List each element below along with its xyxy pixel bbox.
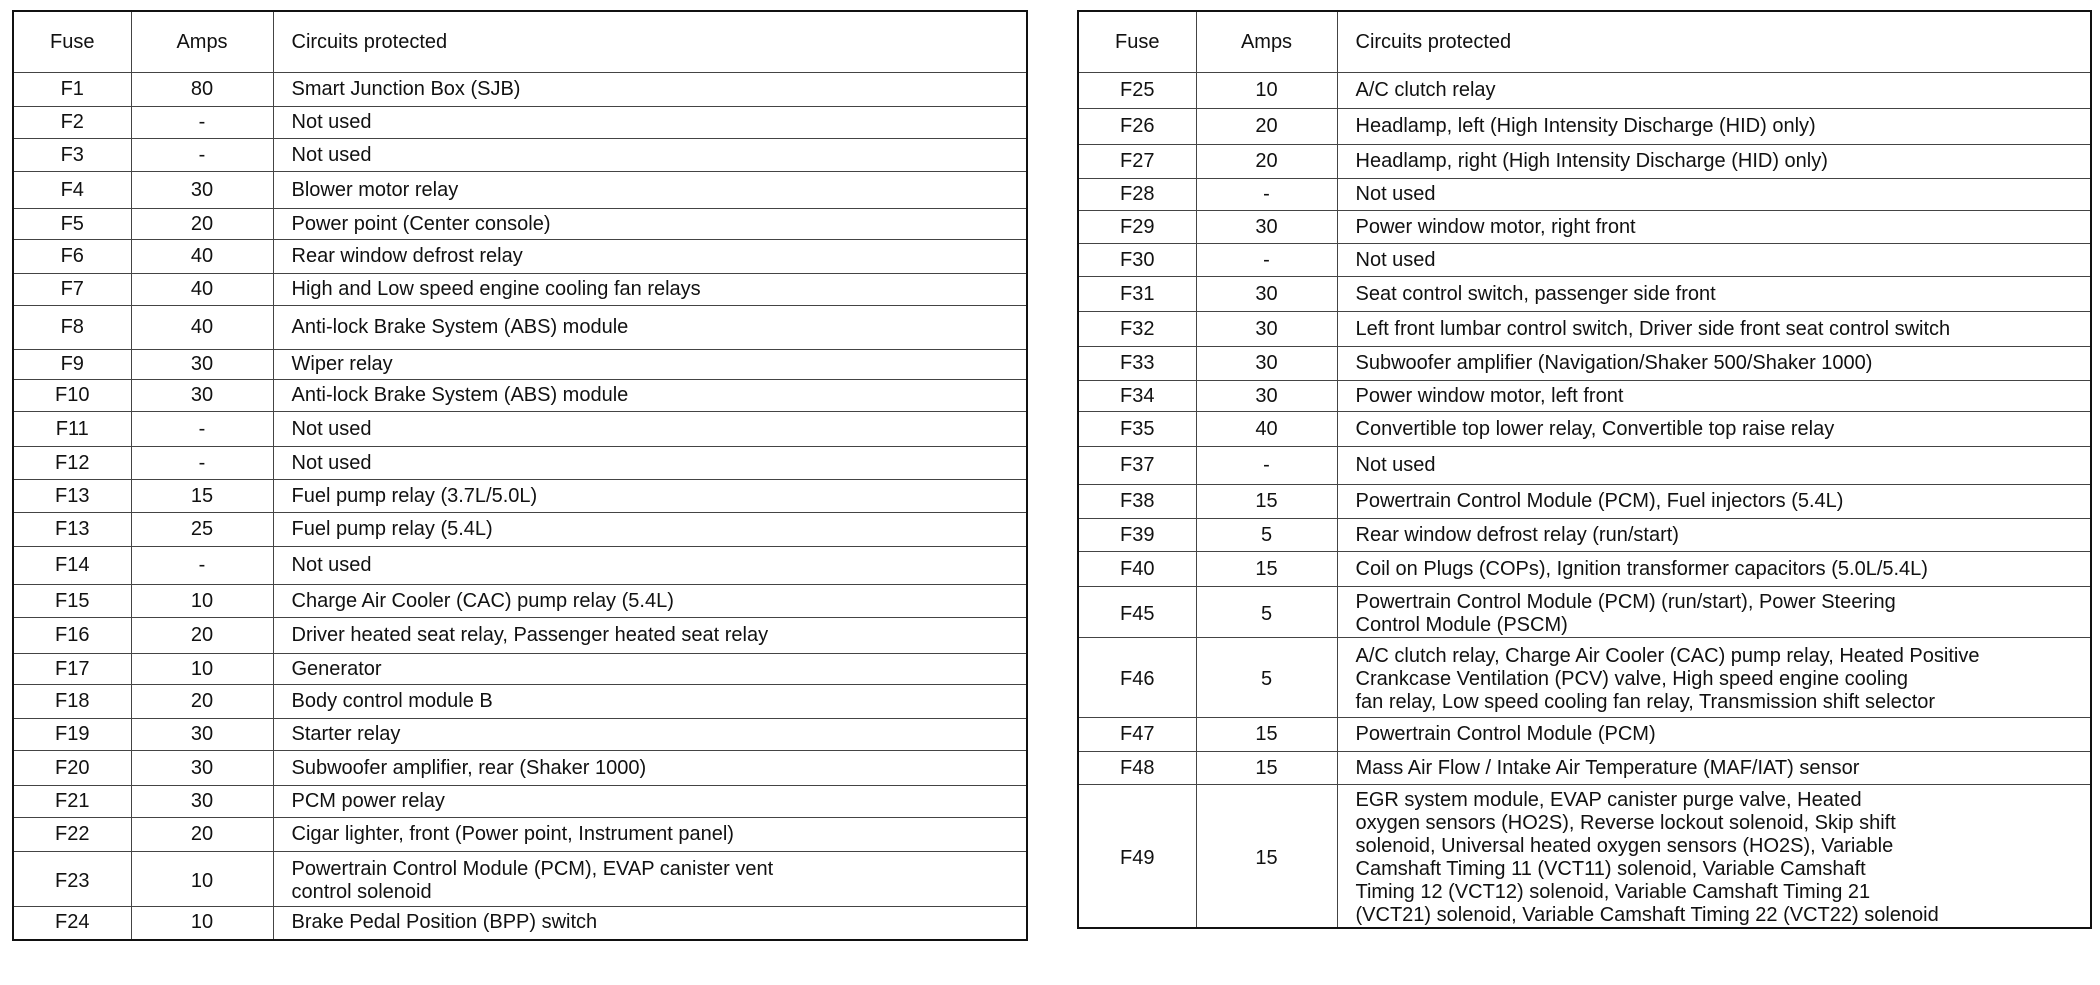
fuse-cell: F13 [13, 480, 131, 513]
circuits-cell: Wiper relay [273, 350, 1027, 380]
header-amps: Amps [1196, 11, 1337, 73]
fuse-cell: F49 [1078, 785, 1196, 929]
circuits-cell: Powertrain Control Module (PCM), Fuel injectors (5.4L) [1337, 485, 2091, 519]
fuse-cell: F39 [1078, 519, 1196, 552]
circuits-cell: Headlamp, left (High Intensity Discharge (HID) only) [1337, 109, 2091, 145]
amps-cell: 15 [1196, 752, 1337, 785]
table-row [1078, 145, 2091, 179]
fuse-cell: F3 [13, 139, 131, 172]
table-row [13, 852, 1027, 907]
header-fuse: Fuse [13, 11, 131, 73]
circuits-cell: Not used [1337, 244, 2091, 277]
table-row [13, 447, 1027, 480]
circuits-cell: Powertrain Control Module (PCM), EVAP canister vent control solenoid [273, 852, 1027, 907]
amps-cell: 40 [131, 240, 273, 274]
circuits-cell: Anti-lock Brake System (ABS) module [273, 306, 1027, 350]
circuits-cell: Smart Junction Box (SJB) [273, 73, 1027, 107]
fuse-cell: F12 [13, 447, 131, 480]
fuse-cell: F30 [1078, 244, 1196, 277]
circuits-cell: Not used [273, 139, 1027, 172]
fuse-cell: F1 [13, 73, 131, 107]
amps-cell: 15 [131, 480, 273, 513]
circuits-cell: High and Low speed engine cooling fan relays [273, 274, 1027, 306]
table-row [13, 172, 1027, 209]
table-row [1078, 587, 2091, 638]
table-row [13, 618, 1027, 654]
table-row [1078, 785, 2091, 929]
table-row [13, 73, 1027, 107]
fuse-cell: F23 [13, 852, 131, 907]
table-row [1078, 277, 2091, 312]
fuse-cell: F18 [13, 685, 131, 719]
amps-cell: - [1196, 179, 1337, 211]
amps-cell: 20 [131, 685, 273, 719]
table-row [1078, 718, 2091, 752]
table-row [1078, 109, 2091, 145]
table-row [1078, 244, 2091, 277]
fuse-cell: F48 [1078, 752, 1196, 785]
amps-cell: 5 [1196, 638, 1337, 718]
circuits-cell: Brake Pedal Position (BPP) switch [273, 907, 1027, 940]
circuits-cell: Cigar lighter, front (Power point, Instrument panel) [273, 818, 1027, 852]
table-row [1078, 381, 2091, 412]
fuse-cell: F5 [13, 209, 131, 240]
fuse-cell: F21 [13, 786, 131, 818]
fuse-cell: F16 [13, 618, 131, 654]
amps-cell: - [131, 412, 273, 447]
amps-cell: 20 [1196, 145, 1337, 179]
table-row [13, 585, 1027, 618]
circuits-cell: Fuel pump relay (3.7L/5.0L) [273, 480, 1027, 513]
amps-cell: 20 [1196, 109, 1337, 145]
circuits-cell: Driver heated seat relay, Passenger heated seat relay [273, 618, 1027, 654]
circuits-cell: Subwoofer amplifier (Navigation/Shaker 500/Shaker 1000) [1337, 347, 2091, 381]
table-row [13, 240, 1027, 274]
table-row [13, 350, 1027, 380]
amps-cell: - [131, 447, 273, 480]
amps-cell: - [1196, 244, 1337, 277]
amps-cell: 30 [1196, 211, 1337, 244]
fuse-cell: F11 [13, 412, 131, 447]
fuse-cell: F45 [1078, 587, 1196, 638]
table-row [13, 751, 1027, 786]
amps-cell: 40 [131, 274, 273, 306]
table-row [1078, 73, 2091, 109]
circuits-cell: EGR system module, EVAP canister purge valve, Heated oxygen sensors (HO2S), Reverse lockout solenoid, Skip shift solenoid, Universal heated oxygen sensors (HO2S), Variable Camshaft Timing 11 (VCT11) solenoid, Variable Camshaft Timing 12 (VCT12) solenoid, Variable Camshaft Timing 21 (VCT21) solenoid, Variable Camshaft Timing 22 (VCT22) solenoid [1337, 785, 2091, 929]
fuse-table-left [12, 10, 1028, 941]
table-row [1078, 552, 2091, 587]
fuse-cell: F37 [1078, 447, 1196, 485]
table-row [13, 412, 1027, 447]
circuits-cell: Anti-lock Brake System (ABS) module [273, 380, 1027, 412]
table-row [1078, 412, 2091, 447]
table-row [1078, 638, 2091, 718]
circuits-cell: Generator [273, 654, 1027, 685]
amps-cell: 40 [131, 306, 273, 350]
table-row [13, 907, 1027, 940]
circuits-cell: Seat control switch, passenger side front [1337, 277, 2091, 312]
circuits-cell: Power window motor, left front [1337, 381, 2091, 412]
amps-cell: 30 [131, 350, 273, 380]
amps-cell: 30 [131, 380, 273, 412]
fuse-cell: F32 [1078, 312, 1196, 347]
fuse-table-right [1077, 10, 2092, 929]
amps-cell: 15 [1196, 485, 1337, 519]
amps-cell: - [131, 139, 273, 172]
amps-cell: 5 [1196, 587, 1337, 638]
fuse-cell: F28 [1078, 179, 1196, 211]
amps-cell: 30 [1196, 277, 1337, 312]
fuse-cell: F38 [1078, 485, 1196, 519]
circuits-cell: Charge Air Cooler (CAC) pump relay (5.4L) [273, 585, 1027, 618]
fuse-cell: F19 [13, 719, 131, 751]
fuse-cell: F6 [13, 240, 131, 274]
fuse-cell: F22 [13, 818, 131, 852]
circuits-cell: Not used [1337, 179, 2091, 211]
amps-cell: 10 [1196, 73, 1337, 109]
amps-cell: 20 [131, 818, 273, 852]
amps-cell: 10 [131, 654, 273, 685]
circuits-cell: Body control module B [273, 685, 1027, 719]
amps-cell: 15 [1196, 718, 1337, 752]
table-row [13, 480, 1027, 513]
amps-cell: 10 [131, 585, 273, 618]
table-row [1078, 312, 2091, 347]
amps-cell: 25 [131, 513, 273, 547]
circuits-cell: Mass Air Flow / Intake Air Temperature (MAF/IAT) sensor [1337, 752, 2091, 785]
fuse-cell: F40 [1078, 552, 1196, 587]
table-row [13, 274, 1027, 306]
fuse-cell: F25 [1078, 73, 1196, 109]
circuits-cell: Blower motor relay [273, 172, 1027, 209]
circuits-cell: Not used [273, 412, 1027, 447]
amps-cell: 10 [131, 907, 273, 940]
amps-cell: 40 [1196, 412, 1337, 447]
header-circuits: Circuits protected [1337, 11, 2091, 73]
table-row [13, 380, 1027, 412]
amps-cell: 20 [131, 618, 273, 654]
circuits-cell: Not used [273, 107, 1027, 139]
table-row [13, 818, 1027, 852]
circuits-cell: Subwoofer amplifier, rear (Shaker 1000) [273, 751, 1027, 786]
circuits-cell: Convertible top lower relay, Convertible top raise relay [1337, 412, 2091, 447]
circuits-cell: Starter relay [273, 719, 1027, 751]
fuse-cell: F4 [13, 172, 131, 209]
fuse-cell: F15 [13, 585, 131, 618]
fuse-cell: F47 [1078, 718, 1196, 752]
amps-cell: 30 [131, 172, 273, 209]
circuits-cell: A/C clutch relay, Charge Air Cooler (CAC) pump relay, Heated Positive Crankcase Ventilation (PCV) valve, High speed engine cooling fan relay, Low speed cooling fan relay, Transmission shift selector [1337, 638, 2091, 718]
fuse-cell: F29 [1078, 211, 1196, 244]
amps-cell: 15 [1196, 785, 1337, 929]
amps-cell: 30 [1196, 381, 1337, 412]
table-row [13, 685, 1027, 719]
header-row [1078, 11, 2091, 73]
table-row [13, 107, 1027, 139]
table-row [13, 547, 1027, 585]
circuits-cell: Powertrain Control Module (PCM) [1337, 718, 2091, 752]
table-row [1078, 485, 2091, 519]
table-row [1078, 211, 2091, 244]
table-row [1078, 519, 2091, 552]
circuits-cell: PCM power relay [273, 786, 1027, 818]
header-circuits: Circuits protected [273, 11, 1027, 73]
fuse-cell: F17 [13, 654, 131, 685]
circuits-cell: Headlamp, right (High Intensity Discharge (HID) only) [1337, 145, 2091, 179]
amps-cell: - [131, 107, 273, 139]
fuse-cell: F33 [1078, 347, 1196, 381]
fuse-cell: F9 [13, 350, 131, 380]
circuits-cell: Powertrain Control Module (PCM) (run/start), Power Steering Control Module (PSCM) [1337, 587, 2091, 638]
table-row [13, 786, 1027, 818]
circuits-cell: A/C clutch relay [1337, 73, 2091, 109]
fuse-cell: F10 [13, 380, 131, 412]
fuse-cell: F35 [1078, 412, 1196, 447]
circuits-cell: Not used [273, 547, 1027, 585]
fuse-cell: F26 [1078, 109, 1196, 145]
circuits-cell: Left front lumbar control switch, Driver side front seat control switch [1337, 312, 2091, 347]
table-row [1078, 447, 2091, 485]
amps-cell: 15 [1196, 552, 1337, 587]
fuse-cell: F20 [13, 751, 131, 786]
amps-cell: 30 [1196, 347, 1337, 381]
fuse-cell: F14 [13, 547, 131, 585]
fuse-cell: F27 [1078, 145, 1196, 179]
amps-cell: 10 [131, 852, 273, 907]
table-row [13, 513, 1027, 547]
fuse-cell: F2 [13, 107, 131, 139]
header-fuse: Fuse [1078, 11, 1196, 73]
amps-cell: 5 [1196, 519, 1337, 552]
amps-cell: 20 [131, 209, 273, 240]
amps-cell: 30 [131, 751, 273, 786]
fuse-cell: F46 [1078, 638, 1196, 718]
header-amps: Amps [131, 11, 273, 73]
table-row [13, 209, 1027, 240]
circuits-cell: Rear window defrost relay [273, 240, 1027, 274]
amps-cell: 30 [131, 786, 273, 818]
table-row [1078, 179, 2091, 211]
fuse-cell: F7 [13, 274, 131, 306]
amps-cell: - [1196, 447, 1337, 485]
table-row [13, 306, 1027, 350]
table-row [13, 654, 1027, 685]
circuits-cell: Not used [273, 447, 1027, 480]
circuits-cell: Power point (Center console) [273, 209, 1027, 240]
table-row [13, 719, 1027, 751]
fuse-cell: F24 [13, 907, 131, 940]
fuse-cell: F34 [1078, 381, 1196, 412]
fuse-cell: F13 [13, 513, 131, 547]
table-row [1078, 347, 2091, 381]
circuits-cell: Power window motor, right front [1337, 211, 2091, 244]
table-row [13, 139, 1027, 172]
circuits-cell: Fuel pump relay (5.4L) [273, 513, 1027, 547]
circuits-cell: Not used [1337, 447, 2091, 485]
circuits-cell: Rear window defrost relay (run/start) [1337, 519, 2091, 552]
header-row [13, 11, 1027, 73]
table-row [1078, 752, 2091, 785]
amps-cell: 30 [1196, 312, 1337, 347]
amps-cell: - [131, 547, 273, 585]
circuits-cell: Coil on Plugs (COPs), Ignition transformer capacitors (5.0L/5.4L) [1337, 552, 2091, 587]
amps-cell: 80 [131, 73, 273, 107]
fuse-cell: F31 [1078, 277, 1196, 312]
fuse-cell: F8 [13, 306, 131, 350]
amps-cell: 30 [131, 719, 273, 751]
